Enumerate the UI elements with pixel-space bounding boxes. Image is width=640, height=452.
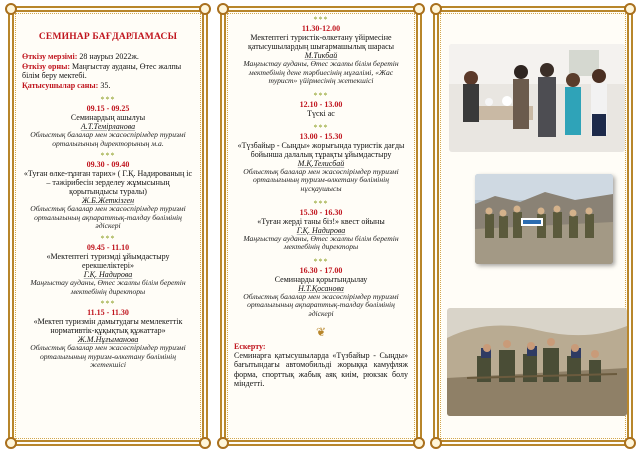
star-separator: *** [313, 15, 329, 24]
photo-panel-right [433, 6, 633, 446]
program-panel-middle [220, 6, 422, 446]
item-time: 11.30-12.00 [301, 24, 341, 33]
item-speaker: Г.Қ. Надирова [296, 225, 346, 235]
star-separator: *** [313, 198, 329, 208]
item-speaker-position: Маңғыстау ауданы, Өтес жалпы білім беретін мектебінің директоры [30, 277, 186, 296]
item-speaker: Ж.М.Нұғыманова [77, 335, 139, 345]
item-time: 12.10 - 13.00 [299, 99, 343, 109]
meta-place: Өткізу орны: Маңғыстау ауданы, Өтес жалпы білім беру мектебі. [22, 61, 182, 80]
item-speaker: Н.Т.Қосанова [298, 283, 344, 293]
schedule-item [22, 235, 194, 296]
seminar-meta [22, 52, 194, 90]
item-speaker-position: Облыстық балалар мен жасөспірімдер туризмі орталығының ақпараттық-талдау бөлімінің әдіскері [243, 291, 399, 318]
item-time: 15.30 - 16.30 [299, 207, 343, 217]
item-speaker-position: Маңғыстау ауданы, Өтес жалпы білім беретін мектебінің директоры [243, 233, 399, 252]
frame-corner-ornament [5, 3, 17, 15]
schedule-item [234, 124, 408, 194]
item-speaker: М.Қ.Телисбай [297, 158, 345, 168]
item-topic: «Мектептегі туризмді ұйымдастыру ерекшеліктері» [46, 251, 170, 270]
program-title: СЕМИНАР БАҒДАРЛАМАСЫ [38, 32, 178, 42]
frame-corner-ornament [430, 3, 442, 15]
star-separator: *** [313, 256, 329, 266]
schedule-item [234, 16, 408, 86]
frame-corner-ornament [199, 3, 211, 15]
item-speaker: Г.Қ. Надирова [83, 269, 133, 279]
item-topic: «Туған жерді таны біз!» квест ойыны [257, 216, 385, 226]
schedule-item [22, 300, 194, 370]
item-speaker-position: Облыстық балалар мен жасөспірімдер туризмі орталығының туризм-өлкетану бөлімінің нұсқаушысы [243, 166, 399, 193]
schedule-item [234, 200, 408, 252]
photo-indoor-group [449, 44, 625, 152]
item-time: 13.00 - 15.30 [299, 131, 343, 141]
note-section [234, 342, 408, 389]
item-time: 16.30 - 17.00 [299, 265, 343, 275]
item-topic: Семинарды қорытындылау [274, 274, 368, 284]
item-speaker-position: Облыстық балалар мен жасөспірімдер туризмі орталығының ақпараттық-талдау бөлімінің әдіскері [30, 204, 186, 231]
note-text: Семинарға қатысушыларда «Түзбайыр - Сыңды» бағытындағы автомобильді жорыққа камуфляж форма, спорттық жабық аяқ киім, рюкзак болу міндетті. [234, 350, 408, 389]
schedule-item [22, 96, 194, 148]
schedule-item [22, 152, 194, 231]
star-separator: *** [100, 233, 116, 243]
photo-field-exercise [447, 308, 627, 416]
schedule-item [234, 258, 408, 319]
item-speaker-position: Облыстық балалар мен жасөспірімдер туризмі орталығының директорының м.а. [30, 130, 186, 148]
star-separator: *** [313, 90, 329, 100]
note-title: Ескерту: [234, 341, 266, 351]
star-separator: *** [100, 95, 116, 104]
item-time: 09.15 - 09.25 [86, 104, 130, 113]
frame-corner-ornament [413, 3, 425, 15]
item-topic: Семинардың ашылуы [70, 113, 146, 122]
star-separator: *** [100, 151, 116, 161]
item-topic: Мектептегі туристік-өлкетану үйірмесіне қатысушылардың шығармашылық шарасы [247, 33, 395, 51]
photo-outdoor-group-with-flag [475, 174, 613, 264]
item-time: 11.15 - 11.30 [87, 308, 129, 318]
item-speaker: А.Т.Темірланова [80, 122, 136, 131]
item-topic: «Түзбайыр - Сыңды» жорығында туристік дағды бойынша далалық тұрақты ұйымдастыру [237, 140, 405, 159]
meta-date: Өткізу мерзімі: 28 наурыз 2022ж. [22, 52, 139, 61]
schedule-item [234, 92, 408, 118]
frame-corner-ornament [217, 3, 229, 15]
frame-corner-ornament [624, 3, 636, 15]
program-panel-left [8, 6, 208, 446]
frame-corner-ornament [217, 437, 229, 449]
item-speaker-position: Облыстық балалар мен жасөспірімдер туризмі орталығының туризм-өлкетану бөлімінің жетекшісі [30, 343, 186, 370]
frame-corner-ornament [430, 437, 442, 449]
item-time: 09.30 - 09.40 [86, 160, 130, 170]
item-topic: Түскі ас [307, 108, 335, 118]
item-speaker: М.Тикбай [304, 51, 338, 60]
item-topic: «Туған өлке-тұнған тарих» ( Г.Қ. Надированың іс – тәжірибесін зерделеу жұмысының қорытындысы туралы) [23, 169, 193, 197]
star-separator: *** [313, 122, 329, 132]
frame-corner-ornament [199, 437, 211, 449]
item-speaker: Ж.Б.Жеткізген [81, 196, 135, 206]
item-time: 09.45 - 11.10 [86, 242, 130, 252]
frame-corner-ornament [5, 437, 17, 449]
frame-corner-ornament [624, 437, 636, 449]
item-topic: «Мектеп туризмін дамытудағы мемлекеттік нормативтік-құқықтық құжаттар» [33, 317, 183, 336]
item-speaker-position: Маңғыстау ауданы, Өтес жалпы білім беретін мектебінің дене тәрбиесінің мұғалімі, «Жас турист» үйірмесінің жетекшісі [243, 59, 399, 86]
frame-corner-ornament [413, 437, 425, 449]
meta-participants: Қатысушылар саны: 35. [22, 80, 111, 90]
star-separator: *** [100, 299, 116, 309]
ornament-divider: ❦ [315, 324, 327, 339]
